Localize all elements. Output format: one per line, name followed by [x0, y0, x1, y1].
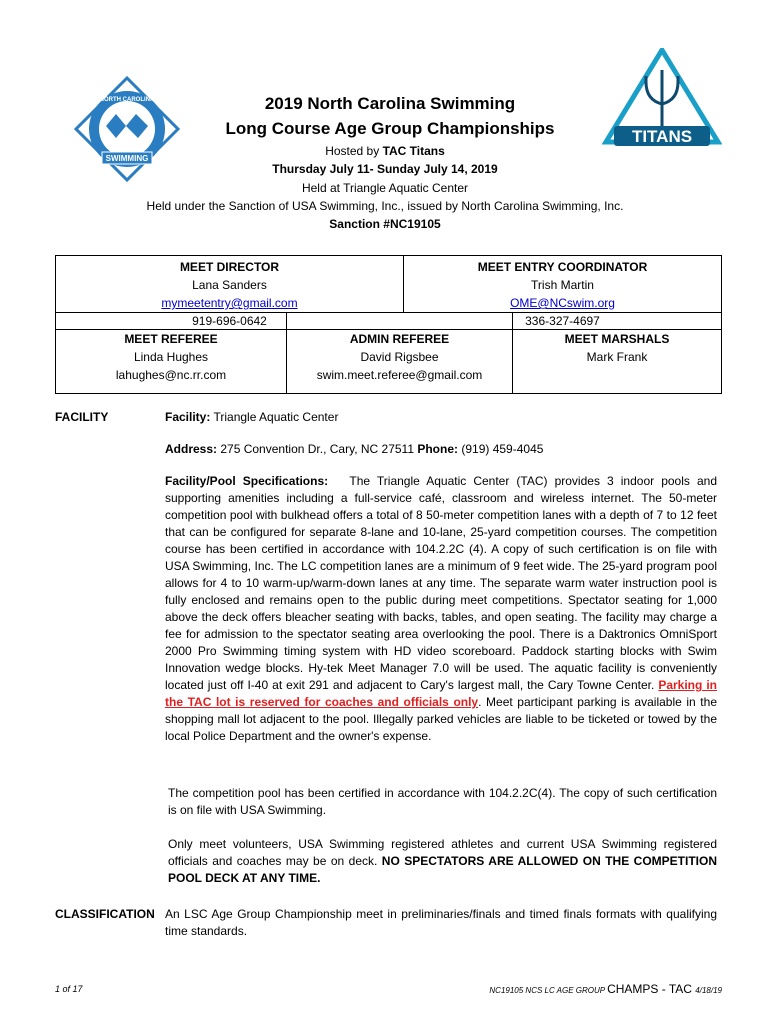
admin-referee-cell [287, 330, 512, 384]
entry-coordinator-heading: MEET ENTRY COORDINATOR [477, 260, 648, 274]
meet-referee-cell [56, 330, 286, 384]
page-number: 1 of 17 [55, 984, 83, 994]
meet-director-email[interactable]: mymeetentry@gmail.com [161, 296, 298, 310]
meet-referee-heading: MEET REFEREE [124, 332, 218, 346]
svg-text:NORTH CAROLINA: NORTH CAROLINA [99, 97, 155, 103]
meet-marshals-heading: MEET MARSHALS [564, 332, 670, 346]
pool-specifications: Facility/Pool Specifications: The Triangle Aquatic Center (TAC) provides 3 indoor pools and supporting amenities including a full-service café, classroom and wireless internet. The 50-meter competition pool with bulkhead offers a total of 8 50-meter competition lanes with a depth of 7 to 12 feet that can be configured for separate 8-lane and 10-lane, 25-yard competition courses. The competition course has been certified in accordance with 104.2.2C (4). A copy of such certification is on file with USA Swimming, Inc. The LC competition lanes are a minimum of 9 feet wide. The 25-yard program pool allows for 4 to 10 warm-up/warm-down lanes at any time. The separate warm water instruction pool is fully enclosed and remains open to the public during meet competitions. Spectator seating for 1,000 above the deck offers bleacher seating with backs, tables, and open seating. The facility may charge a fee for admission to the spectator seating area overlooking the pool. There is a Daktronics OmniSport 2000 Pro Swimming timing system with HD video scoreboard. Paddock starting blocks with Swim Innovation wedge blocks. Hy-tek Meet Manager 7.0 will be used. The aquatic facility is conveniently located just off I-40 at exit 291 and adjacent to Cary's largest mall, the Cary Towne Center. Parking in the TAC lot is reserved for coaches and officials only. Meet participant parking is available in the shopping mall lot adjacent to the pool. Illegally parked vehicles are liable to be ticketed or towed by the local Police Department and the owner's expense. [165, 474, 718, 743]
facility-section-label: FACILITY [55, 410, 109, 424]
meet-director-cell [56, 258, 403, 330]
title-line-2: Long Course Age Group Championships [225, 119, 555, 138]
facility-name: Facility: Triangle Aquatic Center [165, 410, 339, 424]
svg-text:SWIMMING: SWIMMING [105, 154, 149, 163]
meet-referee-name: Linda Hughes [133, 350, 209, 364]
sanction-number: Sanction #NC19105 [329, 217, 441, 231]
meet-director-heading: MEET DIRECTOR [179, 260, 280, 274]
facility-address: Address: 275 Convention Dr., Cary, NC 27511 Phone: (919) 459-4045 [165, 442, 544, 456]
admin-referee-email: swim.meet.referee@gmail.com [316, 368, 483, 382]
entry-coordinator-phone: 336-327-4697 [525, 314, 600, 328]
certification-note: The competition pool has been certified in accordance with 104.2.2C(4). The copy of such certification is on file with USA Swimming. [168, 786, 717, 817]
footer-reference: NC19105 NCS LC AGE GROUP CHAMPS - TAC 4/18/19 [489, 982, 722, 996]
meet-marshals-name: Mark Frank [586, 350, 648, 364]
tac-titans-logo [602, 48, 722, 152]
deck-access-note: Only meet volunteers, USA Swimming registered athletes and current USA Swimming registered officials and coaches may be on deck. NO SPECTATORS ARE ALLOWED ON THE COMPETITION POOL DECK AT ANY TIME. [168, 837, 718, 885]
admin-referee-heading: ADMIN REFEREE [349, 332, 450, 346]
entry-coordinator-cell [404, 258, 721, 330]
title-line-1: 2019 North Carolina Swimming [264, 94, 516, 113]
meet-dates: Thursday July 11- Sunday July 14, 2019 [272, 162, 498, 176]
entry-coordinator-name: Trish Martin [531, 278, 594, 292]
meet-location: Held at Triangle Aquatic Center [301, 181, 469, 195]
svg-text:TITANS: TITANS [631, 127, 693, 146]
sanction-statement: Held under the Sanction of USA Swimming, Inc., issued by North Carolina Swimming, Inc. [146, 199, 624, 213]
meet-director-phone: 919-696-0642 [192, 314, 267, 328]
meet-director-name: Lana Sanders [192, 278, 267, 292]
entry-coordinator-email[interactable]: OME@NCswim.org [510, 296, 615, 310]
parking-warning: Parking in the TAC lot is reserved for coaches and officials only [165, 678, 718, 709]
classification-label: CLASSIFICATION [55, 907, 155, 921]
meet-referee-email: lahughes@nc.rr.com [115, 368, 227, 382]
meet-marshals-cell [513, 330, 721, 366]
classification-text: An LSC Age Group Championship meet in preliminaries/finals and timed finals formats with qualifying time standards. [165, 907, 717, 938]
contacts-table [55, 255, 722, 394]
hosted-by: Hosted by TAC Titans [325, 144, 445, 158]
admin-referee-name: David Rigsbee [360, 350, 439, 364]
